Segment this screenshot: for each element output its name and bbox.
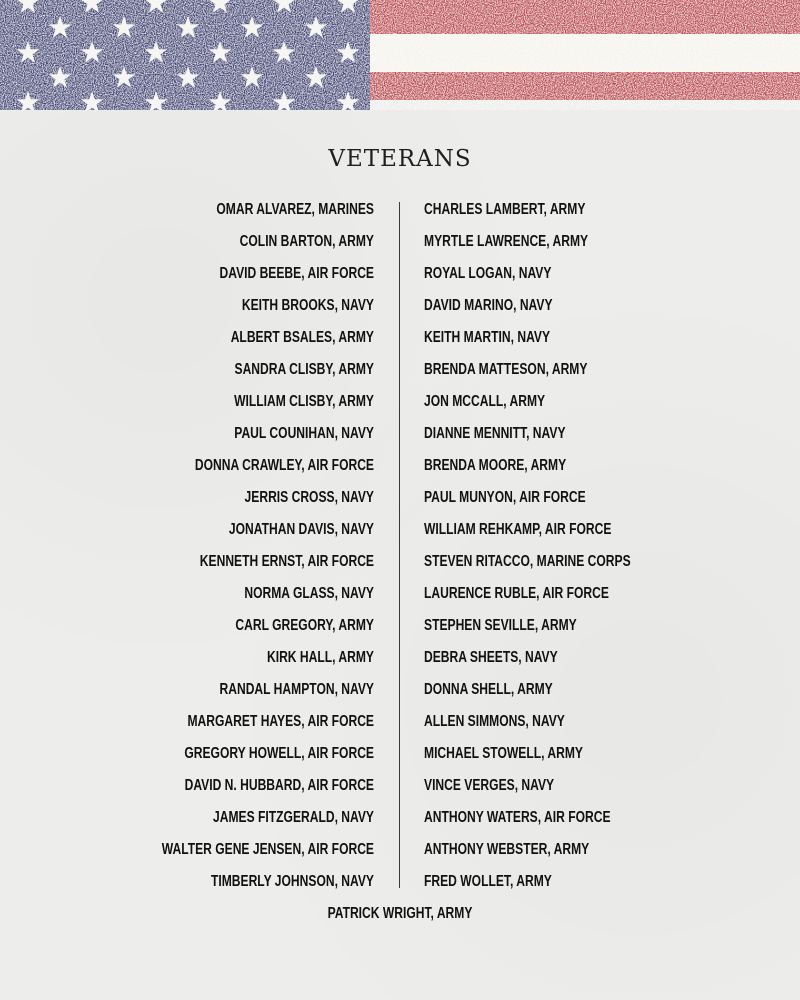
veteran-name: DONNA SHELL, ARMY bbox=[424, 681, 553, 698]
american-flag-banner bbox=[0, 0, 800, 110]
veteran-name: WALTER GENE JENSEN, AIR FORCE bbox=[161, 841, 374, 858]
veteran-name: OMAR ALVAREZ, MARINES bbox=[216, 201, 374, 218]
veteran-name: SANDRA CLISBY, ARMY bbox=[234, 361, 374, 378]
veteran-name: JERRIS CROSS, NAVY bbox=[244, 489, 374, 506]
veterans-left-column bbox=[14, 196, 374, 900]
veteran-name: ANTHONY WEBSTER, ARMY bbox=[424, 841, 590, 858]
veteran-name: MYRTLE LAWRENCE, ARMY bbox=[424, 233, 589, 250]
veteran-name: KIRK HALL, ARMY bbox=[266, 649, 374, 666]
veteran-name: ROYAL LOGAN, NAVY bbox=[424, 265, 552, 282]
veteran-name: FRED WOLLET, ARMY bbox=[424, 873, 552, 890]
veteran-name: MARGARET HAYES, AIR FORCE bbox=[187, 713, 374, 730]
flag-image bbox=[0, 0, 800, 110]
veteran-name: JONATHAN DAVIS, NAVY bbox=[228, 521, 374, 538]
veteran-name: WILLIAM REHKAMP, AIR FORCE bbox=[424, 521, 612, 538]
veteran-name: VINCE VERGES, NAVY bbox=[424, 777, 555, 794]
veteran-name: PAUL MUNYON, AIR FORCE bbox=[424, 489, 586, 506]
veteran-name: JAMES FITZGERALD, NAVY bbox=[213, 809, 374, 826]
veteran-name: KENNETH ERNST, AIR FORCE bbox=[199, 553, 374, 570]
veteran-name: BRENDA MATTESON, ARMY bbox=[424, 361, 588, 378]
veteran-name: JON MCCALL, ARMY bbox=[424, 393, 546, 410]
veteran-name: DAVID N. HUBBARD, AIR FORCE bbox=[184, 777, 374, 794]
column-divider bbox=[399, 202, 400, 888]
veteran-name: DIANNE MENNITT, NAVY bbox=[424, 425, 566, 442]
veteran-name: COLIN BARTON, ARMY bbox=[239, 233, 374, 250]
veteran-name: DEBRA SHEETS, NAVY bbox=[424, 649, 558, 666]
veteran-name: STEPHEN SEVILLE, ARMY bbox=[424, 617, 577, 634]
veteran-name: GREGORY HOWELL, AIR FORCE bbox=[184, 745, 374, 762]
veteran-name: CARL GREGORY, ARMY bbox=[235, 617, 374, 634]
veteran-name: DAVID BEEBE, AIR FORCE bbox=[219, 265, 374, 282]
veteran-name: CHARLES LAMBERT, ARMY bbox=[424, 201, 586, 218]
veteran-name: NORMA GLASS, NAVY bbox=[244, 585, 374, 602]
veteran-name: STEVEN RITACCO, MARINE CORPS bbox=[424, 553, 631, 570]
veteran-name: DONNA CRAWLEY, AIR FORCE bbox=[194, 457, 374, 474]
veteran-name: BRENDA MOORE, ARMY bbox=[424, 457, 567, 474]
veteran-name: KEITH BROOKS, NAVY bbox=[241, 297, 374, 314]
veteran-name-final: PATRICK WRIGHT, ARMY bbox=[327, 905, 473, 922]
page-title: VETERANS bbox=[328, 146, 472, 172]
veteran-name: MICHAEL STOWELL, ARMY bbox=[424, 745, 583, 762]
veteran-name: ALBERT BSALES, ARMY bbox=[230, 329, 374, 346]
veteran-name: ALLEN SIMMONS, NAVY bbox=[424, 713, 565, 730]
veteran-name: PAUL COUNIHAN, NAVY bbox=[234, 425, 374, 442]
veteran-name: RANDAL HAMPTON, NAVY bbox=[219, 681, 374, 698]
veteran-name: WILLIAM CLISBY, ARMY bbox=[234, 393, 374, 410]
veteran-name: DAVID MARINO, NAVY bbox=[424, 297, 553, 314]
veteran-name: KEITH MARTIN, NAVY bbox=[424, 329, 551, 346]
veterans-right-column bbox=[424, 196, 784, 900]
veteran-name: ANTHONY WATERS, AIR FORCE bbox=[424, 809, 611, 826]
veteran-name: LAURENCE RUBLE, AIR FORCE bbox=[424, 585, 609, 602]
veteran-name: TIMBERLY JOHNSON, NAVY bbox=[210, 873, 374, 890]
